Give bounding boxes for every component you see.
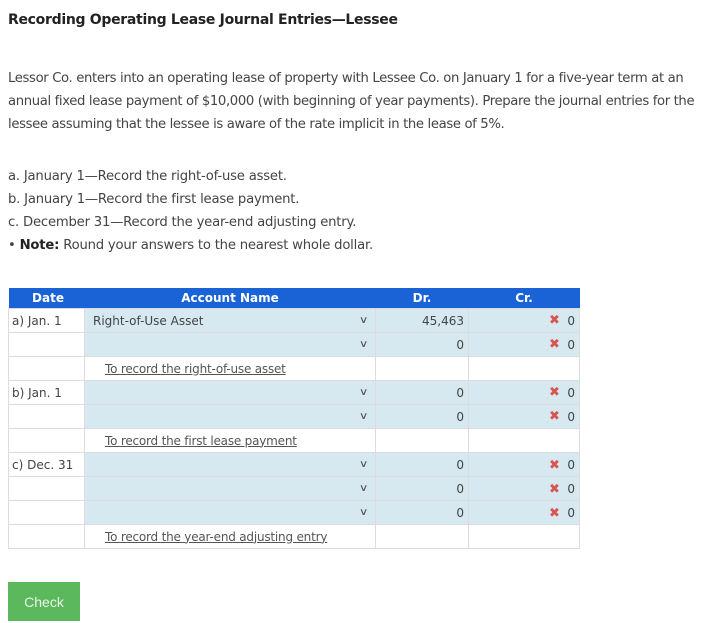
incorrect-x-icon: ✖ [549, 313, 560, 328]
memo-text: To record the first lease payment [105, 433, 297, 448]
journal-entry-table [8, 288, 580, 549]
check-button[interactable]: Check [8, 582, 80, 621]
entry-date-empty [9, 333, 85, 357]
table-row [9, 381, 580, 405]
debit-input[interactable]: 0 [376, 333, 469, 357]
chevron-down-icon: ∨ [358, 459, 369, 470]
credit-input[interactable]: 0 [469, 309, 580, 333]
table-row [9, 309, 580, 333]
credit-input[interactable]: 0 [469, 381, 580, 405]
table-row [9, 453, 580, 477]
empty-cell [376, 357, 469, 381]
chevron-down-icon: ∨ [358, 483, 369, 494]
account-select[interactable] [85, 381, 376, 405]
note [8, 234, 373, 257]
incorrect-x-icon: ✖ [549, 482, 560, 497]
problem-description: Lessor Co. enters into an operating lease of property with Lessee Co. on January 1 for a five-year term at an annual fixed lease payment of $10,000 (with beginning of year payments). Prepare the journal entries for the lessee assuming that the lessee is aware of the rate implicit in the lease of 5%. [8, 71, 695, 132]
account-select[interactable] [85, 333, 376, 357]
table-row [9, 501, 580, 525]
instruction-b: b. January 1—Record the first lease payment. [8, 192, 300, 207]
memo-row [9, 525, 580, 549]
credit-input[interactable]: 0 [469, 501, 580, 525]
entry-date-empty [9, 477, 85, 501]
memo-text: To record the right-of-use asset [105, 361, 286, 376]
incorrect-x-icon: ✖ [549, 385, 560, 400]
header-date: Date [9, 288, 85, 309]
instructions-list [8, 165, 373, 257]
table-row [9, 405, 580, 429]
table-row [9, 333, 580, 357]
empty-cell [376, 429, 469, 453]
header-credit: Cr. [469, 288, 580, 309]
memo-cell [85, 429, 376, 453]
empty-cell [9, 525, 85, 549]
chevron-down-icon: ∨ [358, 507, 369, 518]
account-select[interactable] [85, 477, 376, 501]
header-account-name: Account Name [85, 288, 376, 309]
page-title: Recording Operating Lease Journal Entries—Lessee [8, 12, 398, 28]
incorrect-x-icon: ✖ [549, 458, 560, 473]
empty-cell [469, 429, 580, 453]
table-row [9, 477, 580, 501]
debit-input[interactable]: 0 [376, 477, 469, 501]
note-text: Round your answers to the nearest whole dollar. [59, 238, 373, 253]
chevron-down-icon: ∨ [358, 339, 369, 350]
debit-input[interactable]: 0 [376, 381, 469, 405]
entry-date-empty [9, 405, 85, 429]
debit-input[interactable]: 0 [376, 405, 469, 429]
account-select[interactable] [85, 501, 376, 525]
entry-date: c) Dec. 31 [9, 453, 85, 477]
empty-cell [469, 525, 580, 549]
entry-date: a) Jan. 1 [9, 309, 85, 333]
incorrect-x-icon: ✖ [549, 337, 560, 352]
credit-input[interactable]: 0 [469, 453, 580, 477]
credit-input[interactable]: 0 [469, 477, 580, 501]
debit-input[interactable]: 45,463 [376, 309, 469, 333]
empty-cell [376, 525, 469, 549]
entry-date: b) Jan. 1 [9, 381, 85, 405]
chevron-down-icon: ∨ [358, 315, 369, 326]
entry-date-empty [9, 501, 85, 525]
account-select[interactable] [85, 309, 376, 333]
account-select[interactable] [85, 453, 376, 477]
memo-cell [85, 357, 376, 381]
empty-cell [469, 357, 580, 381]
debit-input[interactable]: 0 [376, 453, 469, 477]
credit-input[interactable]: 0 [469, 333, 580, 357]
table-header-row [9, 288, 580, 309]
note-label: Note: [19, 238, 60, 253]
memo-cell [85, 525, 376, 549]
memo-text: To record the year-end adjusting entry [105, 529, 328, 544]
incorrect-x-icon: ✖ [549, 506, 560, 521]
account-value: Right-of-Use Asset [93, 313, 204, 328]
memo-row [9, 357, 580, 381]
chevron-down-icon: ∨ [358, 411, 369, 422]
credit-input[interactable]: 0 [469, 405, 580, 429]
header-debit: Dr. [376, 288, 469, 309]
account-select[interactable] [85, 405, 376, 429]
empty-cell [9, 429, 85, 453]
instruction-a: a. January 1—Record the right-of-use asset. [8, 169, 287, 184]
instruction-c: c. December 31—Record the year-end adjusting entry. [8, 215, 357, 230]
chevron-down-icon: ∨ [358, 387, 369, 398]
empty-cell [9, 357, 85, 381]
incorrect-x-icon: ✖ [549, 409, 560, 424]
bullet-icon: • [8, 238, 16, 253]
debit-input[interactable]: 0 [376, 501, 469, 525]
memo-row [9, 429, 580, 453]
